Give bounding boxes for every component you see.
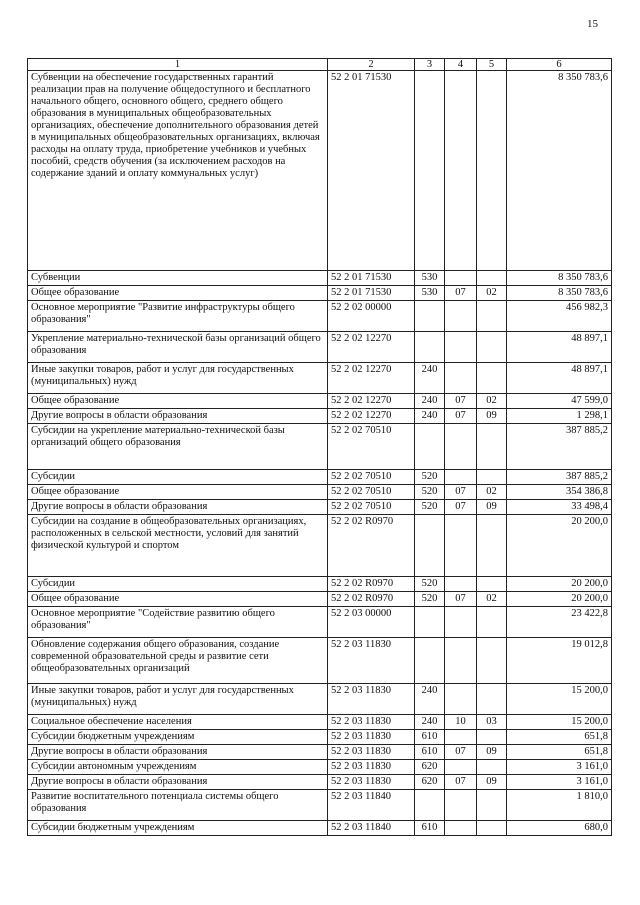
row-subsection: 02 [477, 286, 507, 301]
header-col-3: 3 [415, 59, 445, 71]
row-amount: 33 498,4 [507, 500, 612, 515]
row-name: Другие вопросы в области образования [28, 409, 328, 424]
table-row [28, 592, 612, 607]
table-body [28, 71, 612, 836]
row-section [445, 515, 477, 577]
table-row [28, 332, 612, 363]
header-row [28, 59, 612, 71]
row-name: Субсидии бюджетным учреждениям [28, 821, 328, 836]
row-subsection: 02 [477, 394, 507, 409]
row-name: Другие вопросы в области образования [28, 500, 328, 515]
table-row [28, 409, 612, 424]
table-row [28, 745, 612, 760]
row-subsection [477, 470, 507, 485]
row-expense-type: 530 [415, 271, 445, 286]
row-name: Иные закупки товаров, работ и услуг для государственных (муниципальных) нужд [28, 363, 328, 394]
header-col-4: 4 [445, 59, 477, 71]
row-amount: 20 200,0 [507, 577, 612, 592]
row-section: 07 [445, 592, 477, 607]
row-code: 52 2 02 00000 [328, 301, 415, 332]
row-code: 52 2 03 11830 [328, 745, 415, 760]
row-amount: 47 599,0 [507, 394, 612, 409]
row-section [445, 790, 477, 821]
row-name: Субсидии на создание в общеобразовательных организациях, расположенных в сельской местности, условий для занятий физической культурой и спортом [28, 515, 328, 577]
row-code: 52 2 03 11830 [328, 638, 415, 684]
row-section [445, 821, 477, 836]
row-expense-type [415, 790, 445, 821]
row-name: Основное мероприятие "Содействие развитию общего образования" [28, 607, 328, 638]
row-section [445, 730, 477, 745]
row-section [445, 577, 477, 592]
table-row [28, 363, 612, 394]
row-amount: 19 012,8 [507, 638, 612, 684]
row-name: Общее образование [28, 592, 328, 607]
row-expense-type: 610 [415, 730, 445, 745]
row-subsection [477, 760, 507, 775]
row-subsection [477, 332, 507, 363]
table-row [28, 607, 612, 638]
row-amount: 20 200,0 [507, 592, 612, 607]
row-code: 52 2 02 70510 [328, 424, 415, 470]
row-amount: 15 200,0 [507, 684, 612, 715]
row-section [445, 271, 477, 286]
row-subsection: 02 [477, 485, 507, 500]
row-amount: 20 200,0 [507, 515, 612, 577]
row-expense-type: 520 [415, 577, 445, 592]
row-code: 52 2 03 11830 [328, 760, 415, 775]
row-expense-type [415, 607, 445, 638]
table-row [28, 470, 612, 485]
row-code: 52 2 01 71530 [328, 286, 415, 301]
row-subsection [477, 71, 507, 271]
row-code: 52 2 03 11830 [328, 775, 415, 790]
row-subsection [477, 638, 507, 684]
row-expense-type: 610 [415, 745, 445, 760]
row-subsection [477, 424, 507, 470]
row-name: Другие вопросы в области образования [28, 775, 328, 790]
row-subsection [477, 301, 507, 332]
row-subsection [477, 821, 507, 836]
table-row [28, 286, 612, 301]
row-expense-type [415, 515, 445, 577]
row-subsection [477, 515, 507, 577]
row-expense-type [415, 71, 445, 271]
row-name: Субвенции на обеспечение государственных гарантий реализации прав на получение общедоступного и бесплатного начального общего, основного общего, среднего общего образования в муниципальных общеобразовательных организациях, обеспечение дополнительного образования детей в муниципальных общеобразовательных организациях, включая расходы на оплату труда, приобретение учебников и учебных пособий, средств обучения (за исключением расходов на содержание зданий и оплату коммунальных услуг) [28, 71, 328, 271]
row-name: Социальное обеспечение населения [28, 715, 328, 730]
row-subsection [477, 607, 507, 638]
row-amount: 680,0 [507, 821, 612, 836]
budget-table [27, 58, 612, 836]
row-amount: 456 982,3 [507, 301, 612, 332]
row-section: 07 [445, 394, 477, 409]
table-row [28, 301, 612, 332]
table-row [28, 730, 612, 745]
row-code: 52 2 02 12270 [328, 332, 415, 363]
table-header [28, 59, 612, 71]
row-name: Общее образование [28, 394, 328, 409]
row-expense-type: 240 [415, 394, 445, 409]
row-expense-type: 520 [415, 500, 445, 515]
row-name: Общее образование [28, 286, 328, 301]
header-col-2: 2 [328, 59, 415, 71]
table-row [28, 684, 612, 715]
row-expense-type: 530 [415, 286, 445, 301]
row-subsection: 09 [477, 775, 507, 790]
row-amount: 8 350 783,6 [507, 71, 612, 271]
row-subsection [477, 363, 507, 394]
table-row [28, 775, 612, 790]
table-row [28, 394, 612, 409]
row-code: 52 2 03 11830 [328, 715, 415, 730]
row-code: 52 2 02 70510 [328, 500, 415, 515]
row-name: Субсидии бюджетным учреждениям [28, 730, 328, 745]
row-amount: 8 350 783,6 [507, 271, 612, 286]
row-amount: 651,8 [507, 730, 612, 745]
row-code: 52 2 02 12270 [328, 409, 415, 424]
row-subsection [477, 271, 507, 286]
row-amount: 651,8 [507, 745, 612, 760]
row-section: 10 [445, 715, 477, 730]
row-name: Субсидии [28, 577, 328, 592]
row-expense-type: 520 [415, 470, 445, 485]
table-row [28, 271, 612, 286]
row-subsection: 09 [477, 745, 507, 760]
row-section [445, 607, 477, 638]
row-subsection [477, 730, 507, 745]
row-section [445, 332, 477, 363]
row-name: Укрепление материально-технической базы организаций общего образования [28, 332, 328, 363]
header-col-6: 6 [507, 59, 612, 71]
row-amount: 48 897,1 [507, 363, 612, 394]
table-row [28, 760, 612, 775]
row-name: Общее образование [28, 485, 328, 500]
row-code: 52 2 03 00000 [328, 607, 415, 638]
row-name: Субсидии [28, 470, 328, 485]
table-row [28, 790, 612, 821]
row-amount: 1 298,1 [507, 409, 612, 424]
row-expense-type: 240 [415, 684, 445, 715]
row-name: Обновление содержания общего образования, создание современной образовательной среды и развитие сети общеобразовательных организаций [28, 638, 328, 684]
table-row [28, 424, 612, 470]
row-amount: 23 422,8 [507, 607, 612, 638]
row-amount: 3 161,0 [507, 760, 612, 775]
row-section [445, 684, 477, 715]
row-code: 52 2 02 70510 [328, 470, 415, 485]
row-subsection [477, 577, 507, 592]
table-row [28, 577, 612, 592]
row-subsection: 02 [477, 592, 507, 607]
row-name: Другие вопросы в области образования [28, 745, 328, 760]
row-code: 52 2 01 71530 [328, 271, 415, 286]
row-section [445, 363, 477, 394]
row-amount: 387 885,2 [507, 470, 612, 485]
row-expense-type [415, 332, 445, 363]
row-code: 52 2 02 12270 [328, 394, 415, 409]
row-amount: 354 386,8 [507, 485, 612, 500]
row-amount: 15 200,0 [507, 715, 612, 730]
table-row [28, 500, 612, 515]
row-section [445, 424, 477, 470]
row-subsection: 09 [477, 500, 507, 515]
row-code: 52 2 03 11840 [328, 821, 415, 836]
row-amount: 3 161,0 [507, 775, 612, 790]
row-section: 07 [445, 409, 477, 424]
row-code: 52 2 02 R0970 [328, 515, 415, 577]
row-expense-type [415, 301, 445, 332]
table-row [28, 71, 612, 271]
row-section: 07 [445, 500, 477, 515]
row-expense-type: 610 [415, 821, 445, 836]
row-code: 52 2 01 71530 [328, 71, 415, 271]
row-name: Субвенции [28, 271, 328, 286]
header-col-1: 1 [28, 59, 328, 71]
table-row [28, 515, 612, 577]
row-code: 52 2 02 R0970 [328, 577, 415, 592]
row-amount: 387 885,2 [507, 424, 612, 470]
page-number: 15 [587, 18, 598, 30]
row-amount: 48 897,1 [507, 332, 612, 363]
row-expense-type [415, 424, 445, 470]
row-subsection [477, 790, 507, 821]
row-name: Основное мероприятие "Развитие инфраструктуры общего образования" [28, 301, 328, 332]
row-section: 07 [445, 485, 477, 500]
row-expense-type: 240 [415, 715, 445, 730]
table-row [28, 821, 612, 836]
row-expense-type [415, 638, 445, 684]
row-name: Развитие воспитательного потенциала системы общего образования [28, 790, 328, 821]
row-code: 52 2 02 12270 [328, 363, 415, 394]
row-name: Иные закупки товаров, работ и услуг для государственных (муниципальных) нужд [28, 684, 328, 715]
row-section [445, 470, 477, 485]
row-code: 52 2 03 11840 [328, 790, 415, 821]
row-amount: 1 810,0 [507, 790, 612, 821]
row-expense-type: 240 [415, 363, 445, 394]
row-expense-type: 620 [415, 760, 445, 775]
row-code: 52 2 02 70510 [328, 485, 415, 500]
row-section [445, 638, 477, 684]
table-row [28, 715, 612, 730]
row-expense-type: 620 [415, 775, 445, 790]
row-section [445, 71, 477, 271]
row-section [445, 760, 477, 775]
row-subsection: 09 [477, 409, 507, 424]
row-amount: 8 350 783,6 [507, 286, 612, 301]
header-col-5: 5 [477, 59, 507, 71]
row-expense-type: 520 [415, 485, 445, 500]
table-row [28, 485, 612, 500]
row-name: Субсидии на укрепление материально-технической базы организаций общего образования [28, 424, 328, 470]
row-expense-type: 520 [415, 592, 445, 607]
row-section: 07 [445, 745, 477, 760]
row-expense-type: 240 [415, 409, 445, 424]
row-section [445, 301, 477, 332]
row-subsection [477, 684, 507, 715]
row-code: 52 2 02 R0970 [328, 592, 415, 607]
row-code: 52 2 03 11830 [328, 684, 415, 715]
row-name: Субсидии автономным учреждениям [28, 760, 328, 775]
row-section: 07 [445, 775, 477, 790]
row-section: 07 [445, 286, 477, 301]
row-subsection: 03 [477, 715, 507, 730]
table-row [28, 638, 612, 684]
row-code: 52 2 03 11830 [328, 730, 415, 745]
